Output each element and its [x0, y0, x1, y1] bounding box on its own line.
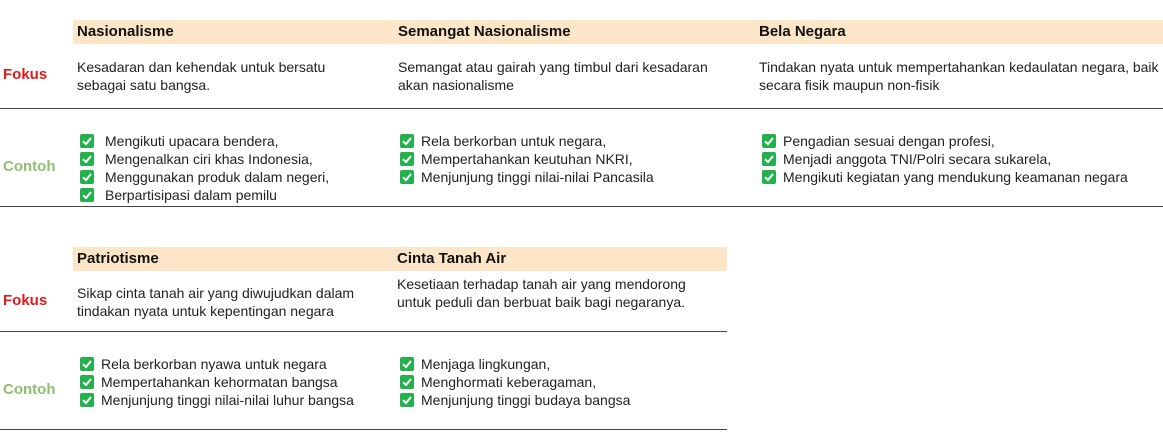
check-mark-icon	[400, 134, 414, 148]
check-mark-icon	[80, 170, 94, 184]
check-mark-icon	[80, 134, 94, 148]
row-label-example: Contoh	[3, 158, 56, 175]
column-header-cinta-tanah-air: Cinta Tanah Air	[397, 250, 507, 267]
list-item: Menggunakan produk dalam negeri,	[80, 168, 329, 186]
list-item: Berpartisipasi dalam pemilu	[80, 186, 329, 204]
row-divider	[0, 108, 1163, 109]
list-item: Menjunjung tinggi budaya bangsa	[400, 391, 630, 409]
examples-nasionalisme	[80, 132, 329, 204]
check-mark-icon	[80, 188, 94, 202]
check-mark-icon	[400, 152, 414, 166]
table-bottom-border	[0, 429, 727, 430]
list-item: Menjunjung tinggi nilai-nilai Pancasila	[400, 168, 654, 186]
column-header-semangat-nasionalisme: Semangat Nasionalisme	[398, 23, 571, 40]
check-mark-icon	[80, 375, 94, 389]
check-mark-icon	[762, 134, 776, 148]
row-label-focus: Fokus	[3, 66, 48, 83]
column-header-patriotisme: Patriotisme	[77, 250, 159, 267]
focus-cinta-tanah-air: Kesetiaan terhadap tanah air yang mendorong untuk peduli dan berbuat baik bagi negaranya.	[397, 276, 686, 310]
examples-bela-negara	[762, 132, 1128, 186]
examples-semangat-nasionalisme	[400, 132, 654, 186]
table-bottom-border	[0, 206, 1163, 207]
list-item: Mengikuti kegiatan yang mendukung keamanan negara	[762, 168, 1128, 186]
focus-nasionalisme: Kesadaran dan kehendak untuk bersatu sebagai satu bangsa.	[77, 59, 326, 93]
list-item: Mempertahankan kehormatan bangsa	[80, 373, 354, 391]
examples-cinta-tanah-air	[400, 355, 630, 409]
list-item: Mengikuti upacara bendera,	[80, 132, 329, 150]
list-item: Menjadi anggota TNI/Polri secara sukarela,	[762, 150, 1128, 168]
check-mark-icon	[400, 393, 414, 407]
row-divider	[0, 331, 727, 332]
list-item: Menghormati keberagaman,	[400, 373, 630, 391]
top-table-header-bar	[73, 20, 1163, 44]
column-header-bela-negara: Bela Negara	[759, 23, 846, 40]
examples-patriotisme	[80, 355, 354, 409]
row-label-example: Contoh	[3, 381, 56, 398]
list-item: Mengenalkan ciri khas Indonesia,	[80, 150, 329, 168]
focus-patriotisme: Sikap cinta tanah air yang diwujudkan dalam tindakan nyata untuk kepentingan negara	[77, 285, 355, 319]
list-item: Rela berkorban untuk negara,	[400, 132, 654, 150]
check-mark-icon	[80, 357, 94, 371]
check-mark-icon	[762, 152, 776, 166]
list-item: Mempertahankan keutuhan NKRI,	[400, 150, 654, 168]
row-label-focus: Fokus	[3, 292, 48, 309]
list-item: Menjunjung tinggi nilai-nilai luhur bangsa	[80, 391, 354, 409]
focus-semangat-nasionalisme: Semangat atau gairah yang timbul dari kesadaran akan nasionalisme	[398, 59, 708, 93]
check-mark-icon	[400, 375, 414, 389]
focus-bela-negara: Tindakan nyata untuk mempertahankan kedaulatan negara, baik secara fisik maupun non-fisik	[759, 59, 1159, 93]
check-mark-icon	[400, 357, 414, 371]
list-item: Menjaga lingkungan,	[400, 355, 630, 373]
list-item: Rela berkorban nyawa untuk negara	[80, 355, 354, 373]
check-mark-icon	[762, 170, 776, 184]
check-mark-icon	[400, 170, 414, 184]
list-item: Pengadian sesuai dengan profesi,	[762, 132, 1128, 150]
check-mark-icon	[80, 393, 94, 407]
check-mark-icon	[80, 152, 94, 166]
column-header-nasionalisme: Nasionalisme	[77, 23, 174, 40]
